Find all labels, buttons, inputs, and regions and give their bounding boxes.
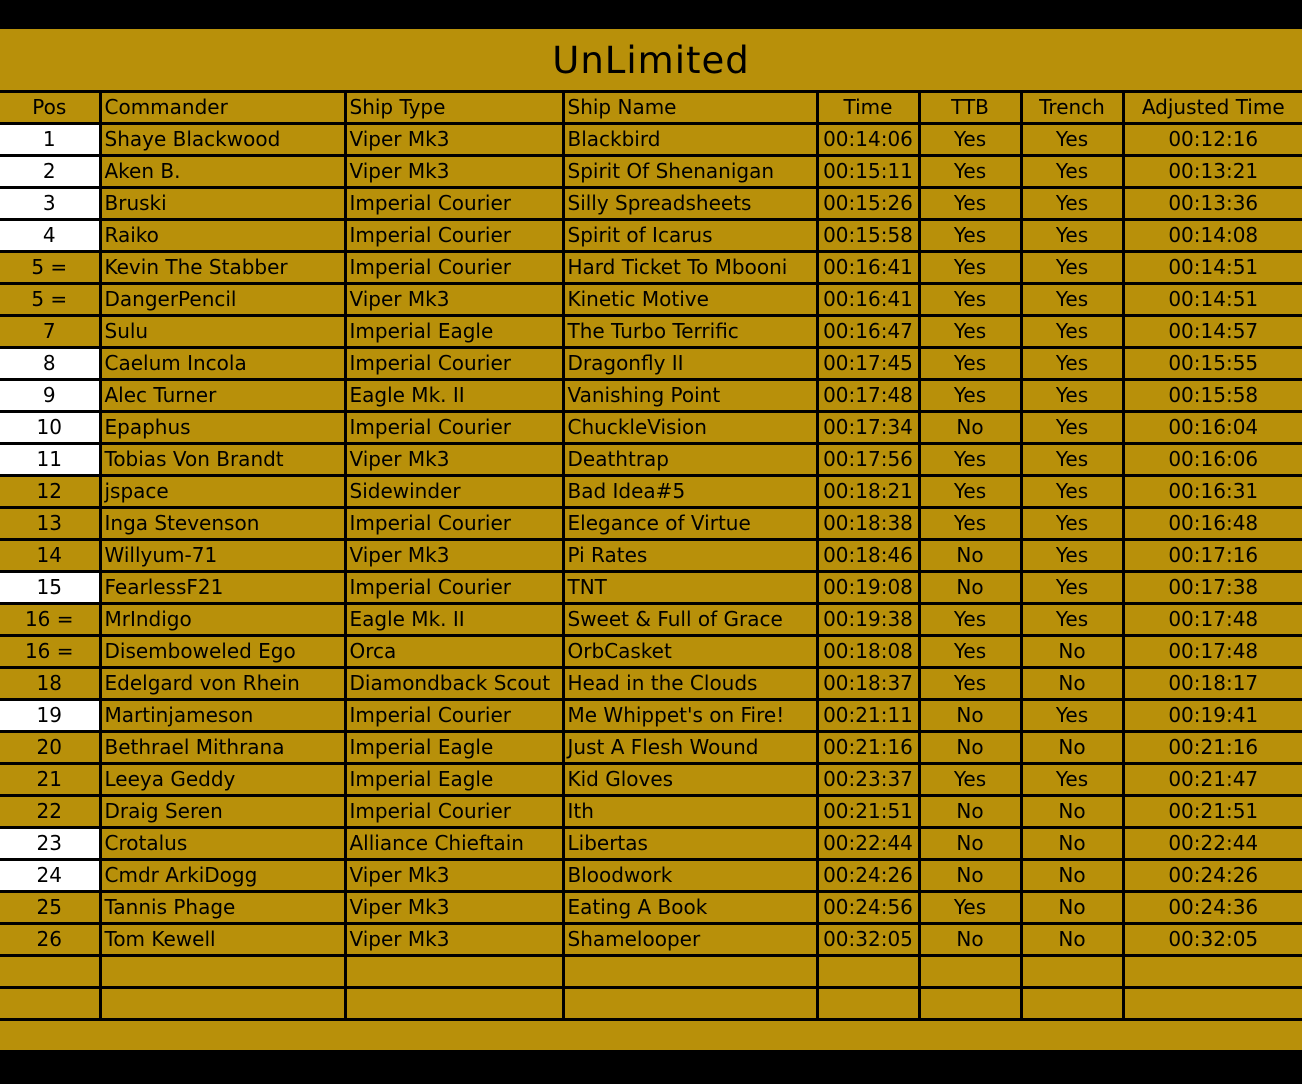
cell-adjusted-time[interactable]: 00:24:36 [1123,892,1302,924]
cell-time[interactable]: 00:16:41 [817,284,919,316]
cell-ship-name[interactable]: Deathtrap [563,444,817,476]
cell-ship-type[interactable]: Sidewinder [345,476,563,508]
cell-ttb[interactable]: No [919,732,1021,764]
cell-ttb[interactable]: No [919,540,1021,572]
cell-time[interactable]: 00:24:26 [817,860,919,892]
table-row [0,476,1302,508]
cell-ttb[interactable]: Yes [919,348,1021,380]
cell-ttb[interactable]: Yes [919,284,1021,316]
cell-ship-name[interactable]: Blackbird [563,124,817,156]
table-row [0,700,1302,732]
cell-ttb[interactable]: No [919,572,1021,604]
table-row [0,348,1302,380]
cell-pos[interactable] [0,956,100,988]
cell-adjusted-time[interactable]: 00:14:57 [1123,316,1302,348]
cell-ship-type[interactable]: Orca [345,636,563,668]
cell-ttb[interactable]: Yes [919,220,1021,252]
cell-adjusted-time[interactable]: 00:17:38 [1123,572,1302,604]
cell-commander[interactable]: Shaye Blackwood [100,124,345,156]
cell-ship-type[interactable]: Imperial Eagle [345,764,563,796]
cell-time[interactable]: 00:16:41 [817,252,919,284]
cell-pos[interactable]: 26 [0,924,100,956]
cell-ship-type[interactable]: Viper Mk3 [345,284,563,316]
cell-time[interactable]: 00:21:11 [817,700,919,732]
cell-commander[interactable]: Caelum Incola [100,348,345,380]
cell-trench[interactable]: Yes [1021,348,1123,380]
cell-adjusted-time[interactable]: 00:21:51 [1123,796,1302,828]
table-row [0,636,1302,668]
table-row [0,668,1302,700]
cell-ship-type[interactable]: Imperial Courier [345,412,563,444]
cell-trench[interactable]: Yes [1021,252,1123,284]
cell-ship-type[interactable]: Viper Mk3 [345,124,563,156]
cell-time[interactable] [817,956,919,988]
cell-pos[interactable]: 16 = [0,636,100,668]
cell-ttb[interactable]: Yes [919,188,1021,220]
cell-time[interactable]: 00:18:37 [817,668,919,700]
cell-pos[interactable]: 21 [0,764,100,796]
cell-adjusted-time[interactable]: 00:16:06 [1123,444,1302,476]
cell-trench[interactable]: No [1021,892,1123,924]
cell-pos[interactable]: 13 [0,508,100,540]
cell-adjusted-time[interactable]: 00:13:21 [1123,156,1302,188]
cell-adjusted-time[interactable]: 00:32:05 [1123,924,1302,956]
cell-time[interactable]: 00:18:21 [817,476,919,508]
cell-time[interactable]: 00:21:16 [817,732,919,764]
cell-ship-name[interactable]: Silly Spreadsheets [563,188,817,220]
cell-trench[interactable]: No [1021,828,1123,860]
cell-pos[interactable]: 4 [0,220,100,252]
cell-commander[interactable]: Inga Stevenson [100,508,345,540]
cell-ship-name[interactable]: Bloodwork [563,860,817,892]
table-row [0,284,1302,316]
cell-ship-type[interactable]: Imperial Courier [345,572,563,604]
table-row [0,796,1302,828]
cell-pos[interactable]: 5 = [0,252,100,284]
cell-commander[interactable]: Sulu [100,316,345,348]
cell-trench[interactable]: Yes [1021,188,1123,220]
cell-pos[interactable]: 24 [0,860,100,892]
cell-ship-type[interactable]: Viper Mk3 [345,860,563,892]
cell-commander[interactable]: Bethrael Mithrana [100,732,345,764]
table-row [0,956,1302,988]
cell-adjusted-time[interactable] [1123,988,1302,1020]
cell-time[interactable]: 00:17:45 [817,348,919,380]
cell-time[interactable]: 00:18:46 [817,540,919,572]
cell-pos[interactable]: 8 [0,348,100,380]
cell-trench[interactable]: No [1021,732,1123,764]
cell-commander[interactable] [100,956,345,988]
cell-ship-name[interactable]: Ith [563,796,817,828]
cell-ttb[interactable]: Yes [919,604,1021,636]
cell-adjusted-time[interactable]: 00:19:41 [1123,700,1302,732]
cell-adjusted-time[interactable]: 00:13:36 [1123,188,1302,220]
cell-ship-name[interactable]: Libertas [563,828,817,860]
cell-ship-name[interactable]: Eating A Book [563,892,817,924]
cell-commander[interactable]: Cmdr ArkiDogg [100,860,345,892]
table-row [0,540,1302,572]
cell-commander[interactable]: Epaphus [100,412,345,444]
cell-trench[interactable]: Yes [1021,412,1123,444]
cell-time[interactable]: 00:16:47 [817,316,919,348]
cell-time[interactable]: 00:32:05 [817,924,919,956]
cell-ttb[interactable] [919,988,1021,1020]
table-row [0,316,1302,348]
cell-commander[interactable]: Edelgard von Rhein [100,668,345,700]
header-trench[interactable]: Trench [1021,92,1123,124]
cell-time[interactable]: 00:17:48 [817,380,919,412]
cell-pos[interactable]: 15 [0,572,100,604]
cell-trench[interactable]: Yes [1021,700,1123,732]
cell-adjusted-time[interactable]: 00:15:55 [1123,348,1302,380]
cell-ship-name[interactable]: ChuckleVision [563,412,817,444]
cell-ship-type[interactable]: Viper Mk3 [345,156,563,188]
cell-ship-type[interactable]: Viper Mk3 [345,540,563,572]
cell-commander[interactable]: Disemboweled Ego [100,636,345,668]
cell-adjusted-time[interactable]: 00:17:48 [1123,604,1302,636]
cell-ship-name[interactable]: The Turbo Terrific [563,316,817,348]
table-row [0,380,1302,412]
cell-pos[interactable]: 9 [0,380,100,412]
cell-time[interactable]: 00:19:38 [817,604,919,636]
cell-ship-name[interactable]: Spirit of Icarus [563,220,817,252]
cell-trench[interactable]: No [1021,924,1123,956]
cell-trench[interactable]: No [1021,668,1123,700]
cell-trench[interactable]: Yes [1021,220,1123,252]
cell-pos[interactable]: 18 [0,668,100,700]
cell-pos[interactable]: 20 [0,732,100,764]
cell-pos[interactable]: 2 [0,156,100,188]
header-ttb[interactable]: TTB [919,92,1021,124]
cell-time[interactable]: 00:17:34 [817,412,919,444]
cell-time[interactable]: 00:24:56 [817,892,919,924]
cell-trench[interactable]: No [1021,636,1123,668]
table-row [0,828,1302,860]
cell-pos[interactable]: 7 [0,316,100,348]
sheet-title: UnLimited [552,39,750,82]
cell-ship-name[interactable]: Shamelooper [563,924,817,956]
cell-time[interactable]: 00:19:08 [817,572,919,604]
cell-commander[interactable]: Tom Kewell [100,924,345,956]
table-row [0,124,1302,156]
cell-pos[interactable]: 3 [0,188,100,220]
cell-ship-name[interactable] [563,956,817,988]
cell-time[interactable]: 00:17:56 [817,444,919,476]
cell-ttb[interactable]: Yes [919,124,1021,156]
cell-ship-type[interactable]: Diamondback Scout [345,668,563,700]
header-pos[interactable]: Pos [0,92,100,124]
cell-ship-type[interactable] [345,956,563,988]
cell-adjusted-time[interactable] [1123,956,1302,988]
cell-commander[interactable]: Draig Seren [100,796,345,828]
cell-ttb[interactable]: Yes [919,444,1021,476]
cell-ttb[interactable]: Yes [919,252,1021,284]
cell-commander[interactable] [100,988,345,1020]
cell-adjusted-time[interactable]: 00:14:51 [1123,284,1302,316]
table-row [0,156,1302,188]
cell-trench[interactable]: Yes [1021,444,1123,476]
cell-ttb[interactable]: Yes [919,156,1021,188]
cell-ship-name[interactable]: Spirit Of Shenanigan [563,156,817,188]
cell-commander[interactable]: Willyum-71 [100,540,345,572]
cell-commander[interactable]: Crotalus [100,828,345,860]
cell-trench[interactable]: Yes [1021,604,1123,636]
cell-commander[interactable]: Bruski [100,188,345,220]
cell-commander[interactable]: Kevin The Stabber [100,252,345,284]
cell-ship-type[interactable]: Imperial Courier [345,252,563,284]
cell-ttb[interactable]: Yes [919,892,1021,924]
cell-ship-name[interactable]: OrbCasket [563,636,817,668]
cell-ttb[interactable]: No [919,412,1021,444]
cell-trench[interactable]: Yes [1021,156,1123,188]
cell-trench[interactable]: No [1021,860,1123,892]
cell-commander[interactable]: Alec Turner [100,380,345,412]
cell-pos[interactable]: 5 = [0,284,100,316]
table-body [0,124,1302,1020]
table-row [0,188,1302,220]
cell-adjusted-time[interactable]: 00:12:16 [1123,124,1302,156]
table-row [0,508,1302,540]
cell-adjusted-time[interactable]: 00:14:08 [1123,220,1302,252]
cell-time[interactable] [817,988,919,1020]
cell-commander[interactable]: Tannis Phage [100,892,345,924]
table-row [0,732,1302,764]
cell-trench[interactable]: Yes [1021,508,1123,540]
cell-ship-type[interactable]: Alliance Chieftain [345,828,563,860]
table-row [0,924,1302,956]
cell-trench[interactable]: Yes [1021,124,1123,156]
table-row [0,412,1302,444]
table-row [0,220,1302,252]
cell-ship-type[interactable]: Imperial Courier [345,796,563,828]
cell-trench[interactable]: No [1021,796,1123,828]
cell-adjusted-time[interactable]: 00:22:44 [1123,828,1302,860]
cell-ship-type[interactable]: Imperial Courier [345,700,563,732]
cell-adjusted-time[interactable]: 00:16:04 [1123,412,1302,444]
cell-ttb[interactable]: Yes [919,668,1021,700]
table-row [0,572,1302,604]
cell-ttb[interactable]: No [919,796,1021,828]
cell-pos[interactable]: 19 [0,700,100,732]
header-row [0,92,1302,124]
cell-ship-name[interactable]: Dragonfly II [563,348,817,380]
cell-adjusted-time[interactable]: 00:17:48 [1123,636,1302,668]
cell-ship-name[interactable]: Me Whippet's on Fire! [563,700,817,732]
cell-ship-name[interactable]: Pi Rates [563,540,817,572]
table-row [0,892,1302,924]
cell-ship-type[interactable] [345,988,563,1020]
cell-ttb[interactable] [919,956,1021,988]
cell-trench[interactable] [1021,956,1123,988]
header-commander[interactable]: Commander [100,92,345,124]
cell-adjusted-time[interactable]: 00:21:16 [1123,732,1302,764]
cell-ship-type[interactable]: Imperial Eagle [345,732,563,764]
cell-pos[interactable]: 11 [0,444,100,476]
cell-commander[interactable]: Tobias Von Brandt [100,444,345,476]
cell-ship-type[interactable]: Imperial Courier [345,508,563,540]
cell-time[interactable]: 00:23:37 [817,764,919,796]
cell-ship-name[interactable]: Elegance of Virtue [563,508,817,540]
cell-trench[interactable] [1021,988,1123,1020]
cell-ttb[interactable]: Yes [919,764,1021,796]
cell-ship-name[interactable]: Sweet & Full of Grace [563,604,817,636]
cell-pos[interactable]: 23 [0,828,100,860]
cell-time[interactable]: 00:14:06 [817,124,919,156]
cell-commander[interactable]: Leeya Geddy [100,764,345,796]
cell-commander[interactable]: jspace [100,476,345,508]
cell-ttb[interactable]: Yes [919,380,1021,412]
cell-time[interactable]: 00:18:38 [817,508,919,540]
cell-pos[interactable]: 14 [0,540,100,572]
header-ship-type[interactable]: Ship Type [345,92,563,124]
cell-ttb[interactable]: No [919,828,1021,860]
cell-ship-name[interactable]: Vanishing Point [563,380,817,412]
cell-ship-type[interactable]: Imperial Eagle [345,316,563,348]
spreadsheet-area [0,29,1302,1050]
cell-trench[interactable]: Yes [1021,572,1123,604]
cell-adjusted-time[interactable]: 00:17:16 [1123,540,1302,572]
table-row [0,988,1302,1020]
cell-time[interactable]: 00:15:11 [817,156,919,188]
cell-ship-type[interactable]: Viper Mk3 [345,892,563,924]
cell-adjusted-time[interactable]: 00:16:31 [1123,476,1302,508]
cell-ship-type[interactable]: Eagle Mk. II [345,380,563,412]
cell-pos[interactable]: 25 [0,892,100,924]
cell-time[interactable]: 00:15:58 [817,220,919,252]
cell-ship-name[interactable]: Hard Ticket To Mbooni [563,252,817,284]
cell-commander[interactable]: FearlessF21 [100,572,345,604]
header-time[interactable]: Time [817,92,919,124]
header-ship-name[interactable]: Ship Name [563,92,817,124]
cell-ship-type[interactable]: Imperial Courier [345,188,563,220]
cell-pos[interactable]: 22 [0,796,100,828]
cell-trench[interactable]: Yes [1021,476,1123,508]
cell-time[interactable]: 00:21:51 [817,796,919,828]
cell-ship-type[interactable]: Viper Mk3 [345,924,563,956]
cell-time[interactable]: 00:15:26 [817,188,919,220]
cell-ttb[interactable]: Yes [919,636,1021,668]
cell-trench[interactable]: Yes [1021,380,1123,412]
cell-ttb[interactable]: Yes [919,476,1021,508]
cell-adjusted-time[interactable]: 00:18:17 [1123,668,1302,700]
cell-commander[interactable]: DangerPencil [100,284,345,316]
cell-adjusted-time[interactable]: 00:16:48 [1123,508,1302,540]
cell-adjusted-time[interactable]: 00:15:58 [1123,380,1302,412]
cell-ttb[interactable]: No [919,860,1021,892]
cell-ship-type[interactable]: Viper Mk3 [345,444,563,476]
cell-trench[interactable]: Yes [1021,284,1123,316]
cell-adjusted-time[interactable]: 00:24:26 [1123,860,1302,892]
cell-trench[interactable]: Yes [1021,764,1123,796]
cell-pos[interactable] [0,988,100,1020]
cell-ship-name[interactable]: Kinetic Motive [563,284,817,316]
cell-pos[interactable]: 12 [0,476,100,508]
cell-ship-name[interactable]: Head in the Clouds [563,668,817,700]
cell-pos[interactable]: 16 = [0,604,100,636]
table-row [0,860,1302,892]
table-row [0,604,1302,636]
results-table [0,90,1302,1021]
table-row [0,252,1302,284]
cell-ttb[interactable]: No [919,700,1021,732]
cell-time[interactable]: 00:22:44 [817,828,919,860]
cell-adjusted-time[interactable]: 00:21:47 [1123,764,1302,796]
cell-commander[interactable]: Aken B. [100,156,345,188]
table-row [0,444,1302,476]
cell-pos[interactable]: 10 [0,412,100,444]
cell-ttb[interactable]: Yes [919,316,1021,348]
cell-ttb[interactable]: No [919,924,1021,956]
cell-commander[interactable]: Martinjameson [100,700,345,732]
cell-time[interactable]: 00:18:08 [817,636,919,668]
cell-trench[interactable]: Yes [1021,316,1123,348]
cell-ship-type[interactable]: Imperial Courier [345,220,563,252]
cell-ship-type[interactable]: Eagle Mk. II [345,604,563,636]
cell-ttb[interactable]: Yes [919,508,1021,540]
cell-ship-name[interactable] [563,988,817,1020]
cell-pos[interactable]: 1 [0,124,100,156]
table-row [0,764,1302,796]
cell-trench[interactable]: Yes [1021,540,1123,572]
cell-ship-name[interactable]: Kid Gloves [563,764,817,796]
cell-adjusted-time[interactable]: 00:14:51 [1123,252,1302,284]
cell-ship-type[interactable]: Imperial Courier [345,348,563,380]
header-adjusted-time[interactable]: Adjusted Time [1123,92,1302,124]
cell-ship-name[interactable]: Bad Idea#5 [563,476,817,508]
cell-commander[interactable]: Raiko [100,220,345,252]
cell-ship-name[interactable]: Just A Flesh Wound [563,732,817,764]
cell-ship-name[interactable]: TNT [563,572,817,604]
cell-commander[interactable]: MrIndigo [100,604,345,636]
